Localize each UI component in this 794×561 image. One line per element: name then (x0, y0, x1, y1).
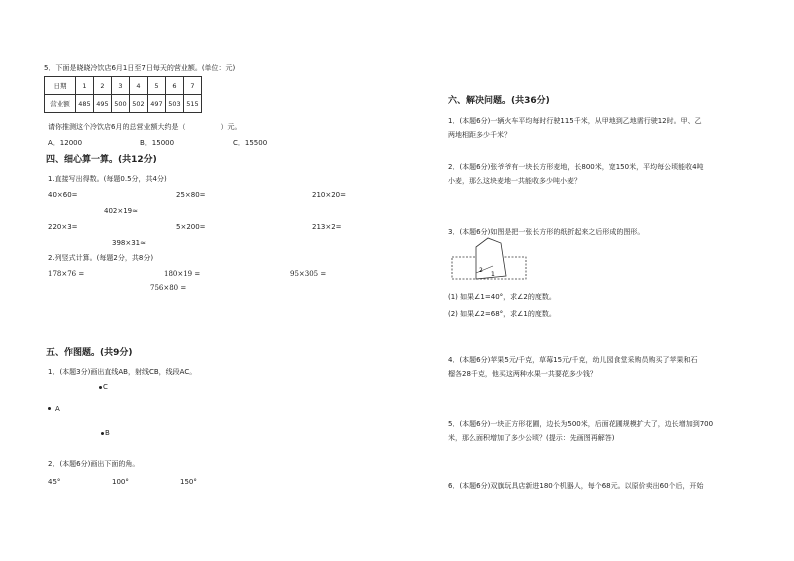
table-cell: 503 (166, 95, 184, 113)
section5-title: 五、作图题。(共9分) (46, 348, 133, 358)
table-row (45, 95, 202, 113)
q2-line2: 小麦，那么这块麦地一共能收多少吨小麦？ (448, 177, 581, 185)
table-cell: 515 (184, 95, 202, 113)
vertical-calc: 95×305 = (290, 270, 327, 278)
table-cell: 6 (166, 77, 184, 95)
table-cell: 497 (148, 95, 166, 113)
calc-item: 220×3= (48, 223, 78, 231)
angle-100: 100° (112, 478, 129, 486)
table-row (45, 77, 202, 95)
calc-item: 398×31≈ (112, 239, 146, 247)
q1-line2: 两地相距多少千米？ (448, 131, 511, 139)
point-b-dot (101, 432, 104, 435)
point-a-label: A (55, 405, 60, 413)
vertical-calc: 180×19 = (164, 270, 201, 278)
folded-paper-figure (448, 228, 538, 288)
q5-question: 请你推测这个冷饮店6月的总营业额大约是（ ）元。 (48, 123, 242, 131)
section4-q2: 2.列竖式计算。(每题2分，共8分) (48, 254, 154, 262)
table-cell: 营业额 (45, 95, 76, 113)
angle-1-label: 1 (491, 271, 495, 278)
point-a-dot (48, 407, 51, 410)
option-a: A．12000 (48, 139, 83, 147)
calc-item: 402×19≈ (104, 207, 138, 215)
q3-part2: (2) 如果∠2=68°，求∠1的度数。 (448, 310, 556, 318)
point-c-dot (99, 386, 102, 389)
section6-title: 六、解决问题。(共36分) (448, 96, 550, 106)
table-cell: 3 (112, 77, 130, 95)
table-cell: 2 (94, 77, 112, 95)
table-cell: 4 (130, 77, 148, 95)
table-cell: 502 (130, 95, 148, 113)
angle-2-label: 2 (479, 267, 483, 274)
table-cell: 7 (184, 77, 202, 95)
section5-q2: 2．(本题6分)画出下面的角。 (48, 460, 140, 468)
table-cell: 500 (112, 95, 130, 113)
q5-text: 5．下面是晓晓冷饮店6月1日至7日每天的营业额。(单位：元) (44, 64, 236, 72)
vertical-calc: 178×76 = (48, 270, 85, 278)
calc-item: 210×20= (312, 191, 346, 199)
point-c-label: C (103, 383, 108, 391)
q3-text: 3．(本题6分)如图是把一张长方形的纸折起来之后形成的图形。 (448, 228, 645, 236)
section4-q1: 1.直接写出得数。(每题0.5分，共4分) (48, 175, 167, 183)
calc-item: 213×2= (312, 223, 342, 231)
angle-45: 45° (48, 478, 61, 486)
section4-title: 四、细心算一算。(共12分) (46, 155, 157, 165)
q5-line1: 5．(本题6分)一块正方形花圃，边长为500米，后面花圃规模扩大了，边长增加到700 (448, 420, 714, 428)
q1-line1: 1．(本题6分)一辆火车平均每时行驶115千米，从甲地到乙地需行驶12时。甲、乙 (448, 117, 702, 125)
calc-item: 25×80= (176, 191, 206, 199)
calc-item: 5×200= (176, 223, 206, 231)
option-b: B．15000 (140, 139, 175, 147)
option-c: C．15500 (233, 139, 268, 147)
sales-table (44, 76, 202, 113)
section5-q1: 1．(本题3分)画出直线AB，射线CB，线段AC。 (48, 368, 197, 376)
q6-text: 6．(本题6分)双旗玩具店新进180个机器人，每个68元。以原价卖出60个后，开始 (448, 482, 704, 490)
point-b-label: B (105, 429, 110, 437)
calc-item: 40×60= (48, 191, 78, 199)
table-cell: 485 (76, 95, 94, 113)
angle-150: 150° (180, 478, 197, 486)
table-cell: 5 (148, 77, 166, 95)
q4-line2: 榴各28千克，他买这两种水果一共要花多少钱？ (448, 370, 597, 378)
q5-line2: 米，那么面积增加了多少公顷？(提示：先画图再解答) (448, 434, 615, 442)
table-cell: 日期 (45, 77, 76, 95)
q3-part1: (1) 如果∠1=40°，求∠2的度数。 (448, 293, 556, 301)
table-cell: 495 (94, 95, 112, 113)
q4-line1: 4．(本题6分)苹果5元/千克，草莓15元/千克，幼儿园食堂采购员购买了苹果和石 (448, 356, 698, 364)
q2-line1: 2．(本题6分)张爷爷有一块长方形麦地，长800米，宽150米，平均每公顷能收4吨 (448, 163, 704, 171)
table-cell: 1 (76, 77, 94, 95)
vertical-calc: 756×80 = (150, 284, 187, 292)
